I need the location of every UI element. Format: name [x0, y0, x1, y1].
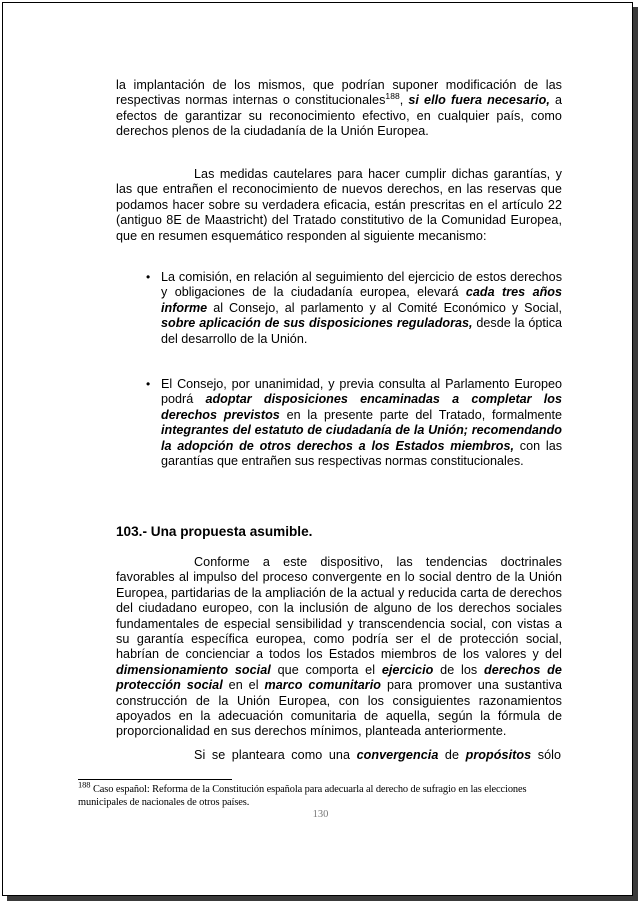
emphasis-text: convergencia: [356, 748, 439, 762]
text-run: a efectos de garantizar su reconocimiento efectivo, en cualquier país, como derechos plenos de la ciudadanía de la Unión Europea.: [116, 93, 562, 139]
text-run: con las garantías que entrañen sus respectivas normas constitucionales.: [161, 438, 562, 469]
text-run: que comporta el: [270, 662, 382, 677]
footnote-reference: 188: [385, 91, 400, 102]
emphasis-text: si ello fuera necesario,: [408, 93, 550, 108]
text-run: al Consejo, al parlamento y al Comité Económico y Social,: [207, 300, 562, 315]
paragraph-3: [116, 555, 562, 740]
text-run: en el: [222, 678, 265, 693]
emphasis-text: adoptar disposiciones encaminadas a completar los derechos previstos: [161, 392, 562, 422]
text-run: de: [438, 748, 466, 762]
text-run: Conforme a este dispositivo, las tendencias doctrinales favorables al impulso del proceso convergente en lo social dentro de la Unión Europea, partidarias de la ampliación de la actual y reducida carta de derechos del ciudadano europeo, con la inclusión de alguno de los derechos sociales fundamentales de especial sensibilidad y transcendencia social, con vistas a su garantía específica europea, como podría ser el de protección social, habrían de concienciar a todos los Estados miembros de los valores y del: [116, 555, 562, 662]
section-heading: 103.- Una propuesta asumible.: [116, 524, 313, 539]
emphasis-text: sobre aplicación de sus disposiciones reguladoras,: [161, 316, 473, 331]
bullet-list: [144, 270, 562, 469]
text-run: ,: [399, 93, 409, 108]
text-run: en la presente parte del Tratado, formalmente: [279, 407, 562, 422]
text-run: para promover una sustantiva construcción de la Unión Europea, con los consiguientes razonamientos apoyados en la adecuación comunitaria de aquella, según la fórmula de proporcionalidad en sus derechos mínimos, planteada anteriormente.: [116, 678, 563, 739]
text-run: Si se planteara como una: [194, 748, 357, 762]
emphasis-text: integrantes del estatuto de ciudadanía de la Unión; recomendando la adopción de otros derechos a los Estados miembros,: [161, 423, 562, 453]
emphasis-text: dimensionamiento social: [116, 662, 271, 677]
bullet-item-2: [144, 377, 562, 469]
emphasis-text: marco comunitario: [264, 678, 382, 693]
text-run: de los: [433, 662, 485, 677]
footnote-number: 188: [78, 779, 91, 790]
text-run: la implantación de los mismos, que podrían suponer modificación de las respectivas normas internas o constitucionales: [116, 78, 562, 108]
text-run: El Consejo, por unanimidad, y previa consulta al Parlamento Europeo podrá: [161, 377, 562, 407]
bullet-item-1: [144, 270, 562, 347]
footnote: [78, 779, 556, 809]
emphasis-text: derechos de protección social: [116, 662, 562, 693]
paragraph-2: Las medidas cautelares para hacer cumplir dichas garantías, y las que entrañen el reconocimiento de nuevos derechos, en las reservas que podamos hacer sobre su verdadera eficacia, están prescritas en el artículo 22 (antiguo 8E de Maastricht) del Tratado constitutivo de la Comunidad Europea, que en resumen esquemático responden al siguiente mecanismo:: [116, 167, 562, 243]
emphasis-text: cada tres años informe: [161, 285, 563, 315]
footnote-text: Caso español: Reforma de la Constitución española para adecuarla al derecho de sufragio en las elecciones municipales de nacionales de otros países.: [78, 784, 527, 808]
page-number: 130: [312, 809, 329, 820]
emphasis-text: propósitos: [465, 748, 532, 762]
emphasis-text: ejercicio: [381, 662, 434, 677]
text-run: desde la óptica del desarrollo de la Unión.: [161, 316, 563, 346]
text-run: sólo: [531, 748, 562, 762]
paragraph-4: [116, 748, 562, 763]
text-run: La comisión, en relación al seguimiento del ejercicio de estos derechos y obligaciones de la ciudadanía europea, elevará: [161, 270, 562, 300]
footnote-separator: [78, 779, 232, 780]
paragraph-1: [116, 78, 562, 140]
